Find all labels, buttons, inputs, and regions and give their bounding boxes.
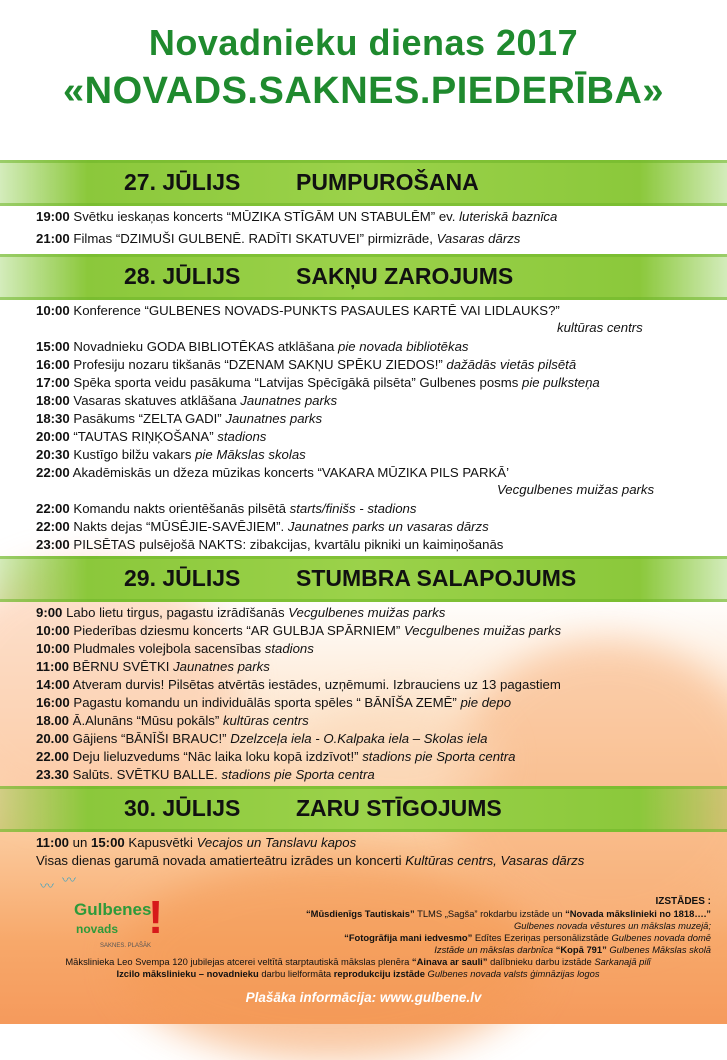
event-place: Vecgulbenes muižas parks <box>497 482 655 497</box>
event-row: 10:00 Pludmales volejbola sacensības stadions <box>36 641 314 656</box>
day-theme: SAKŅU ZAROJUMS <box>296 263 514 289</box>
day-date: 30. JŪLIJS <box>124 795 241 821</box>
event-row: 22:00 Akadēmiskās un džeza mūzikas koncerts “VAKARA MŪZIKA PILS PARKĀ’ <box>36 465 509 480</box>
day-date: 29. JŪLIJS <box>124 565 241 591</box>
event-row: 15:00 Novadnieku GODA BIBLIOTĒKAS atklāšana pie novada bibliotēkas <box>36 339 469 354</box>
bird-icon: 〰 <box>62 872 76 888</box>
bird-icon: 〰 <box>40 878 54 894</box>
day-band-29 <box>0 556 727 602</box>
day-date: 27. JŪLIJS <box>124 169 241 195</box>
gulbenes-novads-logo <box>40 870 190 1010</box>
footer-info-link[interactable]: Plašāka informācija: www.gulbene.lv <box>245 990 482 1005</box>
exhibition-line: Mākslinieka Leo Svempa 120 jubilejas atcerei veltītā starptautiskā mākslas plenēra “Ainava ar sauli” dalībnieku darbu izstāde Sarkanajā pilī <box>65 956 651 967</box>
event-row: 22.00 Deju lieluzvedums “Nāc laika loku kopā izdzīvot!” stadions pie Sporta centra <box>36 749 516 764</box>
logo-text: Gulbenes <box>74 900 152 919</box>
event-row: 10:00 Piederības dziesmu koncerts “AR GULBJA SPĀRNIEM” Vecgulbenes muižas parks <box>36 623 562 638</box>
logo-tagline: SAKNES. PLAŠĀK <box>100 943 152 949</box>
event-place: kultūras centrs <box>557 320 643 335</box>
exhibition-line: Izstāde un mākslas darbnīca “Kopā 791” Gulbenes Mākslas skolā <box>434 944 711 955</box>
event-row: 18:30 Pasākums “ZELTA GADI” Jaunatnes parks <box>36 411 323 426</box>
day-theme: PUMPUROŠANA <box>296 169 479 195</box>
event-row: 14:00 Atveram durvis! Pilsētas atvērtās iestādes, uzņēmumi. Izbrauciens uz 13 pagastiem <box>36 677 561 692</box>
day-band-27 <box>0 160 727 206</box>
day-theme: STUMBRA SALAPOJUMS <box>296 565 577 591</box>
day-theme: ZARU STĪGOJUMS <box>296 795 502 821</box>
event-row: 18.00 Ā.Alunāns “Mūsu pokāls” kultūras centrs <box>36 713 309 728</box>
event-row: 19:00 Svētku ieskaņas koncerts “MŪZIKA STĪGĀM UN STABULĒM” ev. luteriskā baznīca <box>36 209 558 224</box>
event-row: 20:00 “TAUTAS RIŅĶOŠANA” stadions <box>36 429 267 444</box>
day-date: 28. JŪLIJS <box>124 263 241 289</box>
logo-subtext: novads <box>76 922 119 936</box>
event-row: Visas dienas garumā novada amatierteātru izrādes un koncerti Kultūras centrs, Vasaras dārzs <box>36 853 585 868</box>
event-row: 23.30 Salūts. SVĒTKU BALLE. stadions pie Sporta centra <box>36 767 375 782</box>
event-row: 11:00 un 15:00 Kapusvētki Vecajos un Tanslavu kapos <box>36 835 357 850</box>
event-row: 17:00 Spēka sporta veidu pasākuma “Latvijas Spēcīgākā pilsēta” Gulbenes posms pie pulksteņa <box>36 375 600 390</box>
event-row: 16:00 Pagastu komandu un individuālās sporta spēles “ BĀNĪŠA ZEMĒ” pie depo <box>36 695 512 710</box>
event-row: 20:30 Kustīgo bilžu vakars pie Mākslas skolas <box>36 447 306 462</box>
exhibition-line: Gulbenes novada vēstures un mākslas muzejā; <box>514 920 711 931</box>
poster-subtitle: «NOVADS.SAKNES.PIEDERĪBA» <box>63 70 664 112</box>
event-row: 22:00 Komandu nakts orientēšanās pilsētā starts/finišs - stadions <box>36 501 417 516</box>
poster-title: Novadnieku dienas 2017 <box>148 22 579 63</box>
exhibitions-label: IZSTĀDES : <box>655 896 711 907</box>
exhibition-line: “Fotogrāfija mani iedvesmo” Edītes Ezeriņas personālizstāde Gulbenes novada domē <box>344 932 711 943</box>
exclamation-icon: ! <box>148 891 164 943</box>
event-row: 21:00 Filmas “DZIMUŠI GULBENĒ. RADĪTI SKATUVEI” pirmizrāde, Vasaras dārzs <box>36 231 521 246</box>
event-row: 16:00 Profesiju nozaru tikšanās “DZENAM SAKŅU SPĒKU ZIEDOS!” dažādās vietās pilsētā <box>36 357 577 372</box>
event-row: 22:00 Nakts dejas “MŪSĒJIE-SAVĒJIEM”. Jaunatnes parks un vasaras dārzs <box>36 519 489 534</box>
event-row: 18:00 Vasaras skatuves atklāšana Jaunatnes parks <box>36 393 338 408</box>
day-band-30 <box>0 786 727 832</box>
day-band-28 <box>0 254 727 300</box>
exhibition-line: “Mūsdienīgs Tautiskais” TLMS „Sagša” rokdarbu izstāde un “Novada mākslinieki no 1818….” <box>305 908 711 919</box>
event-row: 20.00 Gājiens “BĀNĪŠI BRAUC!” Dzelzceļa iela - O.Kalpaka iela – Skolas iela <box>36 731 488 746</box>
exhibition-line: Izcilo mākslinieku – novadnieku darbu lielformāta reprodukciju izstāde Gulbenes novada valsts ģimnāzijas logos <box>116 968 600 979</box>
event-row: 11:00 BĒRNU SVĒTKI Jaunatnes parks <box>36 659 270 674</box>
event-row: 9:00 Labo lietu tirgus, pagastu izrādīšanās Vecgulbenes muižas parks <box>36 605 446 620</box>
event-row: 10:00 Konference “GULBENES NOVADS-PUNKTS PASAULES KARTĒ VAI LIDLAUKS?” <box>36 303 560 318</box>
event-row: 23:00 PILSĒTAS pulsējošā NAKTS: zibakcijas, kvartālu pikniki un kaimiņošanās <box>36 537 504 552</box>
